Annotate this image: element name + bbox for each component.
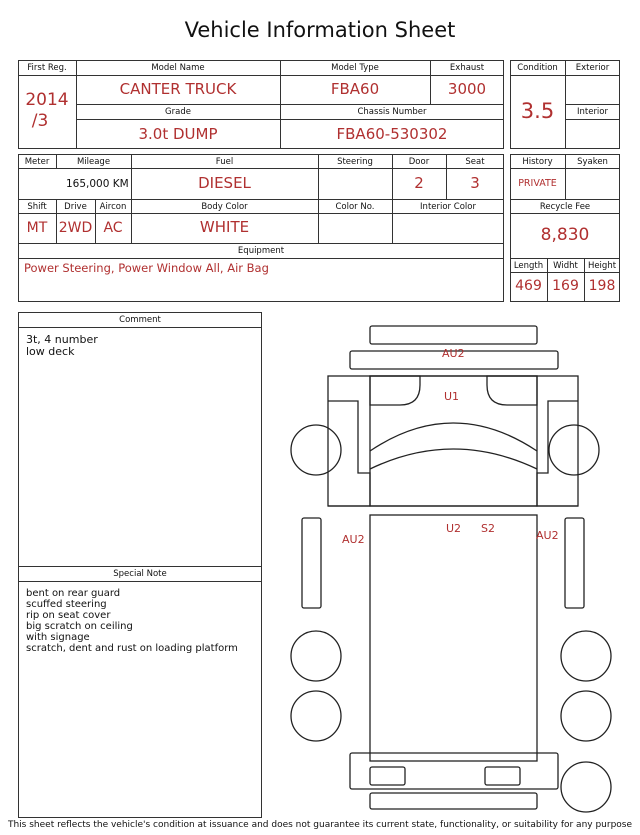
mileage-label: Mileage — [76, 157, 111, 167]
damage-code-deck-b: S2 — [481, 522, 495, 535]
rear-light-left — [370, 767, 405, 785]
interior-color-label: Interior Color — [420, 202, 476, 212]
damage-code-deck-a: U2 — [446, 522, 462, 535]
side-guard-right — [565, 518, 584, 608]
grade-label: Grade — [165, 107, 191, 117]
recycle-fee-label: Recycle Fee — [539, 202, 591, 212]
rear-wheel-left-1 — [291, 631, 341, 681]
seat: 3 — [470, 174, 480, 192]
special-note-label: Special Note — [113, 569, 167, 579]
model-name-label: Model Name — [151, 63, 205, 73]
model-type-label: Model Type — [331, 63, 379, 73]
model-type: FBA60 — [330, 80, 380, 98]
rear-wheel-right-1 — [561, 631, 611, 681]
exhaust-label: Exhaust — [449, 63, 485, 73]
chassis-label: Chassis Number — [357, 107, 427, 117]
damage-code-side-right: AU2 — [536, 529, 559, 542]
sheet-title: Vehicle Information Sheet — [184, 18, 456, 42]
seat-label: Seat — [465, 157, 485, 167]
rear-frame — [350, 753, 558, 789]
side-guard-left — [302, 518, 321, 608]
loading-deck — [370, 515, 537, 761]
length-label: Length — [513, 261, 544, 271]
chassis-number: FBA60-530302 — [336, 125, 448, 143]
mileage: 165,000 KM — [66, 178, 129, 190]
notes-box — [18, 312, 262, 818]
first-reg-year: 2014 — [25, 90, 69, 110]
rear-bumper — [370, 793, 537, 809]
width: 169 — [552, 278, 579, 294]
history-label: History — [522, 157, 553, 167]
color-no-label: Color No. — [335, 202, 375, 212]
body-color-label: Body Color — [201, 202, 248, 212]
shift-label: Shift — [27, 202, 47, 212]
height: 198 — [588, 278, 616, 294]
damage-code-roof: U1 — [444, 390, 460, 403]
comment-label: Comment — [119, 315, 161, 325]
front-bumper — [370, 326, 537, 344]
grade: 3.0t DUMP — [138, 125, 218, 143]
syaken-label: Syaken — [577, 157, 608, 167]
damage-code-front: AU2 — [442, 347, 465, 360]
history: PRIVATE — [518, 178, 557, 189]
first-reg-label: First Reg. — [27, 63, 67, 73]
height-label: Height — [587, 261, 617, 271]
roof-arc — [370, 423, 537, 451]
fuel-label: Fuel — [215, 157, 234, 167]
interior-label: Interior — [576, 107, 608, 117]
door-left — [328, 401, 370, 506]
front-wheel-left — [291, 425, 341, 475]
damage-code-side-left: AU2 — [342, 533, 365, 546]
meter-label: Meter — [24, 157, 50, 167]
condition-value: 3.5 — [520, 99, 555, 123]
rear-wheel-right-2 — [561, 691, 611, 741]
steering-label: Steering — [337, 157, 373, 167]
aircon: AC — [103, 220, 123, 236]
equipment: Power Steering, Power Window All, Air Bag — [24, 261, 269, 275]
vehicle-damage-diagram — [280, 315, 630, 820]
drive-label: Drive — [64, 202, 87, 212]
fuel: DIESEL — [198, 174, 251, 192]
special-note-text: bent on rear guard scuffed steering rip on seat cover big scratch on ceiling with signage scratch, dent and rust on loading platform — [26, 588, 238, 654]
recycle-fee: 8,830 — [540, 225, 590, 245]
roof-arc-inner — [370, 449, 537, 469]
first-reg-month: /3 — [31, 111, 49, 131]
door-right — [537, 401, 578, 506]
exhaust: 3000 — [447, 80, 487, 98]
condition-label: Condition — [517, 63, 558, 73]
disclaimer: This sheet reflects the vehicle's condition at issuance and does not guarantee its current state, functionality, or suitability for any purpose — [7, 820, 633, 830]
model-name: CANTER TRUCK — [119, 80, 237, 98]
rear-wheel-left-2 — [291, 691, 341, 741]
shift: MT — [26, 220, 48, 236]
drive: 2WD — [58, 220, 93, 236]
body-color: WHITE — [199, 218, 250, 236]
door: 2 — [414, 174, 424, 192]
rear-wheel-right-3 — [561, 762, 611, 812]
comment-text: 3t, 4 number low deck — [26, 333, 98, 358]
exterior-label: Exterior — [575, 63, 610, 73]
length: 469 — [515, 278, 542, 294]
equipment-label: Equipment — [237, 246, 285, 256]
door-label: Door — [408, 157, 430, 167]
windshield-right — [487, 376, 537, 405]
windshield-left — [370, 376, 420, 405]
rear-light-right — [485, 767, 520, 785]
front-wheel-right — [549, 425, 599, 475]
aircon-label: Aircon — [99, 202, 127, 212]
width-label: Widht — [553, 261, 578, 271]
